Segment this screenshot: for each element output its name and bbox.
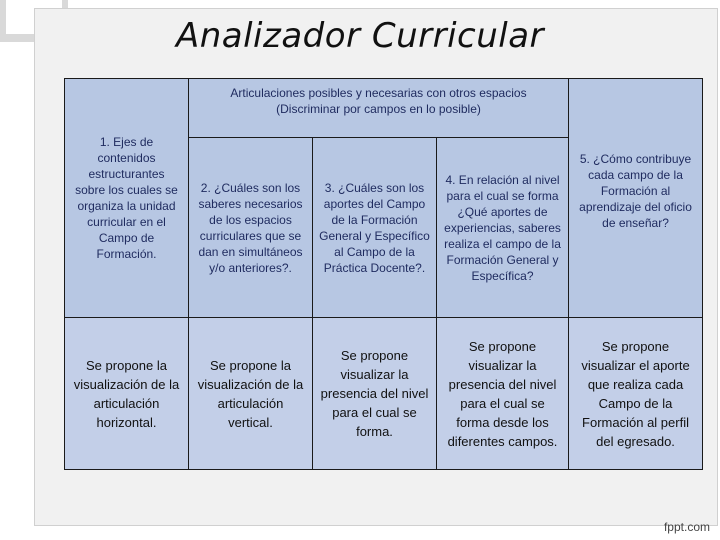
table-row — [65, 318, 703, 470]
cell-presencia-nivel: Se propone visualizar la presencia del nivel para el cual se forma. — [313, 318, 437, 470]
header-articulaciones: Articulaciones posibles y necesarias con otros espacios (Discriminar por campos en lo posible) — [189, 79, 569, 138]
cell-aporte-perfil: Se propone visualizar el aporte que realiza cada Campo de la Formación al perfil del egresado. — [569, 318, 703, 470]
curricular-table — [64, 78, 703, 470]
table-header-row-1 — [65, 79, 703, 138]
slide-title: Analizador Curricular — [175, 16, 545, 56]
cell-articulacion-vertical: Se propone la visualización de la articulación vertical. — [189, 318, 313, 470]
header-ejes-contenidos: 1. Ejes de contenidos estructurantes sobre los cuales se organiza la unidad curricular en el Campo de Formación. — [65, 79, 189, 318]
cell-articulacion-horizontal: Se propone la visualización de la articulación horizontal. — [65, 318, 189, 470]
header-relacion-nivel: 4. En relación al nivel para el cual se forma ¿Qué aportes de experiencias, saberes realiza el campo de la Formación General y Específica? — [437, 138, 569, 318]
cell-presencia-nivel-campos: Se propone visualizar la presencia del nivel para el cual se forma desde los diferentes campos. — [437, 318, 569, 470]
header-saberes-necesarios: 2. ¿Cuáles son los saberes necesarios de los espacios curriculares que se dan en simultáneos y/o anteriores?. — [189, 138, 313, 318]
header-aportes-campo: 3. ¿Cuáles son los aportes del Campo de la Formación General y Específico al Campo de la Práctica Docente?. — [313, 138, 437, 318]
footer-brand: fppt.com — [663, 520, 710, 534]
header-contribucion-campo: 5. ¿Cómo contribuye cada campo de la Formación al aprendizaje del oficio de enseñar? — [569, 79, 703, 318]
